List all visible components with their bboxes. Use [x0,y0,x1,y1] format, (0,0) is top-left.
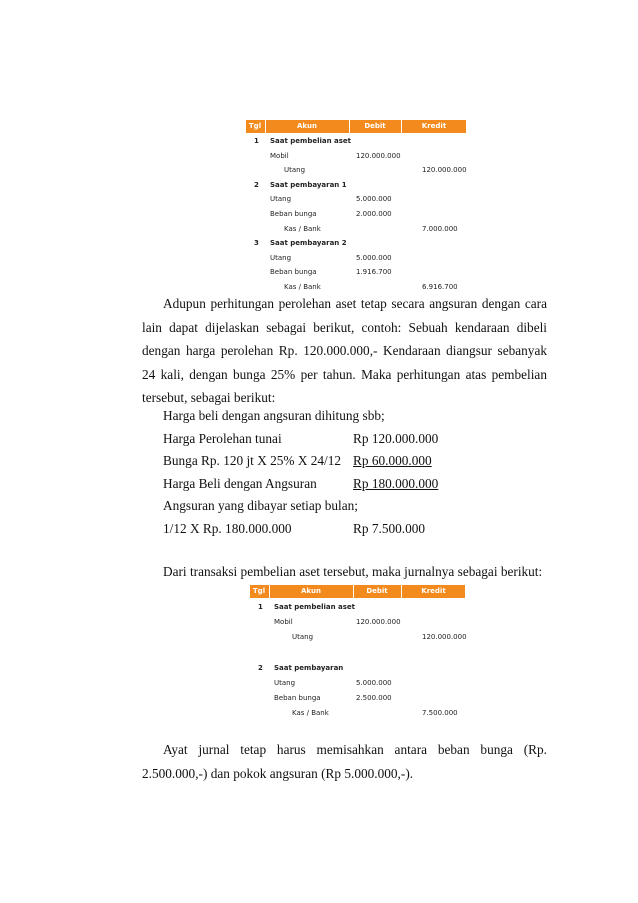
row-date: 2 [258,664,263,672]
calc-label: Harga Perolehan tunai [163,430,282,446]
calc-value: Rp 120.000.000 [353,430,439,446]
table-row [250,679,465,691]
row-debit: 120.000.000 [356,618,401,626]
row-debit: 5.000.000 [356,679,392,687]
paragraph-intro [142,292,547,410]
row-account: Saat pembelian aset [270,137,352,145]
row-account: Utang [284,166,306,175]
row-account: Kas / Bank [284,283,321,291]
header-debit: Debit [366,587,388,595]
row-account: Mobil [274,618,293,626]
calc-label: Harga Beli dengan Angsuran [163,475,317,491]
row-account: Kas / Bank [284,224,321,233]
table-row [250,694,465,706]
paragraph-text: Dari transaksi pembelian aset tersebut, maka jurnalnya sebagai berikut: [163,564,543,579]
row-account: Kas / Bank [292,709,329,717]
row-date: 1 [254,137,259,145]
header-kredit: Kredit [421,122,447,130]
calc-value: Rp 180.000.000 [353,475,439,491]
table-row [246,268,466,280]
row-account: Saat pembelian aset [274,603,356,611]
header-akun: Akun [300,587,322,595]
table-row [246,166,466,178]
table-row [250,603,465,615]
paragraph-conclusion [142,738,547,785]
row-account: Saat pembayaran [274,664,344,672]
header-tgl: Tgl [252,587,266,595]
row-debit: 1.916.700 [356,268,392,277]
header-kredit: Kredit [421,587,446,595]
table-header [246,120,466,133]
calc-label: Bunga Rp. 120 jt X 25% X 24/12 [163,453,342,468]
table-row [250,664,465,676]
table-row [250,618,465,630]
row-account: Utang [270,195,292,204]
paragraph-journal-intro [163,560,563,584]
header-akun: Akun [296,122,318,130]
row-credit: 6.916.700 [422,283,458,291]
calc-monthly-label: 1/12 X Rp. 180.000.000 [163,520,292,536]
row-debit: 2.500.000 [356,694,392,702]
paragraph-text: Ayat jurnal tetap harus memisahkan antara beban bunga (Rp. 2.500.000,-) dan pokok angsuran (Rp 5.000.000,-). [142,742,547,781]
table-row [246,254,466,266]
table-row [246,195,466,207]
table-row [246,210,466,222]
row-date: 3 [254,239,259,248]
row-account: Saat pembayaran 2 [270,239,347,248]
row-debit: 120.000.000 [356,151,401,160]
row-date: 1 [258,603,263,611]
row-credit: 7.000.000 [422,224,458,233]
row-date: 2 [254,180,259,189]
row-debit: 5.000.000 [356,253,392,262]
paragraph-text: Adupun perhitungan perolehan aset tetap secara angsuran dengan cara lain dapat dijelaskan sebagai berikut, contoh: Sebuah kendaraan dibeli dengan harga perolehan Rp. 120.000.000,- Kendaraan diangsur sebanyak 24 kali, dengan bunga 25% per tahun. Maka perhitungan atas pembelian tersebut, sebagai berikut: [142,296,547,405]
row-account: Beban bunga [270,268,317,277]
table-row [250,648,465,660]
table-row [250,709,465,721]
calc-monthly-intro: Angsuran yang dibayar setiap bulan; [163,498,358,513]
calc-monthly-value: Rp 7.500.000 [353,520,426,536]
row-account: Saat pembayaran 1 [270,180,347,189]
journal-table-1 [246,120,467,291]
row-account: Utang [292,633,314,641]
row-debit: 5.000.000 [356,195,392,204]
journal-table-2 [250,585,465,730]
table-row [246,137,466,149]
row-account: Mobil [270,151,289,160]
table-header [250,585,465,598]
header-debit: Debit [364,122,386,130]
table-row [246,225,466,237]
row-credit: 120.000.000 [422,633,467,641]
header-tgl: Tgl [248,122,262,130]
row-account: Beban bunga [274,694,321,702]
calc-intro: Harga beli dengan angsuran dihitung sbb; [163,408,385,423]
row-credit: 7.500.000 [422,709,458,717]
table-row [246,181,466,193]
row-account: Utang [270,253,292,262]
table-row [246,239,466,251]
row-debit: 2.000.000 [356,210,392,218]
table-row [246,152,466,164]
row-account: Beban bunga [270,210,317,218]
table-row [250,633,465,645]
row-credit: 120.000.000 [422,166,467,175]
calc-value: Rp 60.000.000 [353,453,432,468]
row-account: Utang [274,679,296,687]
